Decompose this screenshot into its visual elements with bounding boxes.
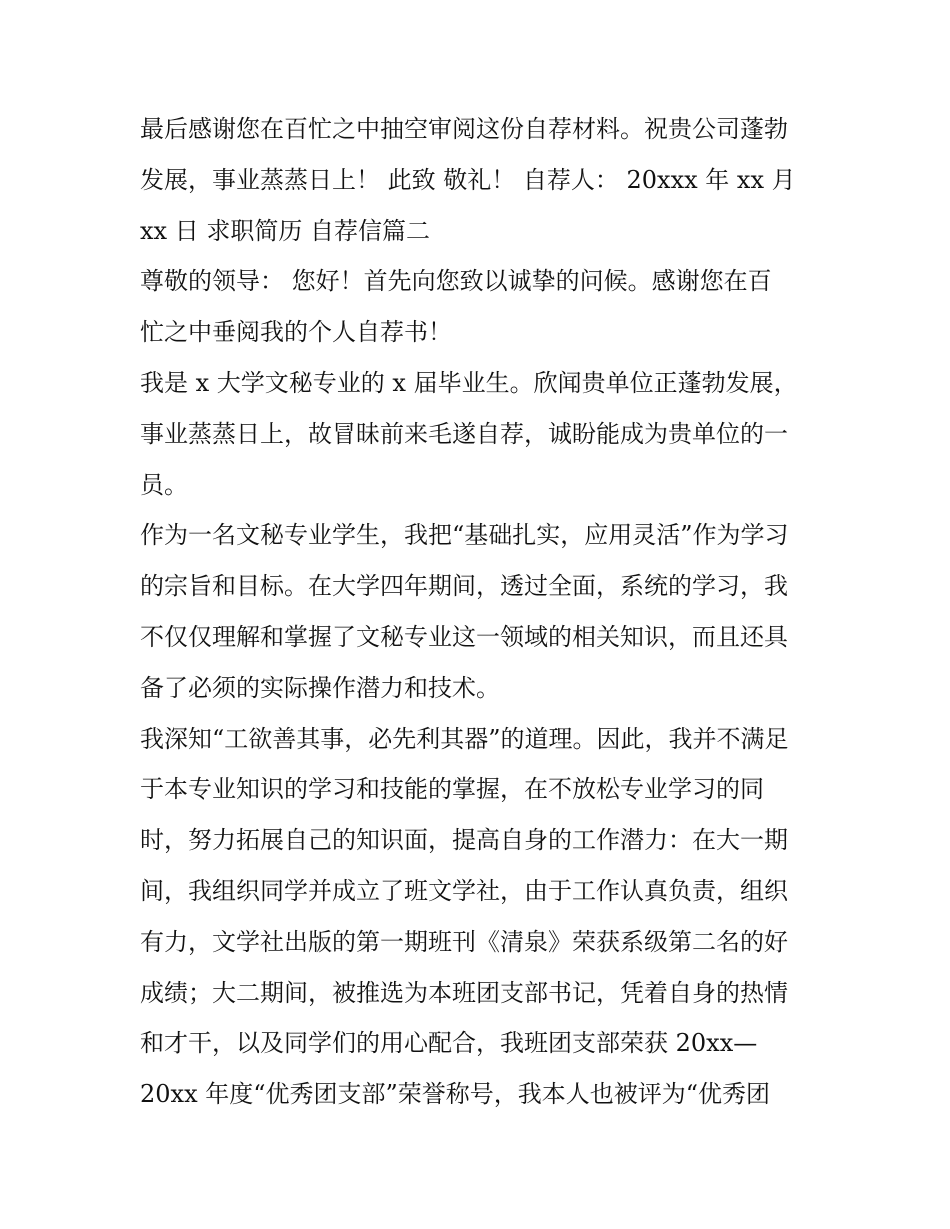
text-line: 作为一名文秘专业学生，我把“基础扎实，应用灵活”作为学习: [140, 521, 789, 550]
text-line: 事业蒸蒸日上，故冒昧前来毛遂自荐，诚盼能成为贵单位的一: [140, 419, 788, 448]
text-line: 成绩；大二期间，被推选为本班团支部书记，凭着自身的热情: [140, 978, 788, 1007]
text-line: 尊敬的领导： 您好！首先向您致以诚挚的问候。感谢您在百: [140, 267, 772, 296]
text-line: 不仅仅理解和掌握了文秘专业这一领域的相关知识，而且还具: [140, 622, 788, 651]
text-line: 于本专业知识的学习和技能的掌握，在不放松专业学习的同: [140, 775, 764, 804]
text-line: 备了必须的实际操作潜力和技术。: [140, 673, 500, 702]
text-line: 员。: [140, 470, 188, 499]
text-line: 和才干，以及同学们的用心配合，我班团支部荣获 20xx—: [140, 1029, 758, 1058]
text-line: 20xx 年度“优秀团支部”荣誉称号，我本人也被评为“优秀团: [140, 1080, 771, 1109]
text-line: 发展，事业蒸蒸日上！ 此致 敬礼！ 自荐人： 20xxx 年 xx 月: [140, 165, 796, 194]
text-line: 忙之中垂阅我的个人自荐书！: [140, 318, 452, 347]
text-line: 时，努力拓展自己的知识面，提高自身的工作潜力：在大一期: [140, 826, 788, 855]
text-line: 我是 x 大学文秘专业的 x 届毕业生。欣闻贵单位正蓬勃发展，: [140, 368, 798, 397]
document-body: [140, 104, 820, 1120]
text-line: 的宗旨和目标。在大学四年期间，透过全面，系统的学习，我: [140, 572, 788, 601]
text-line: 有力，文学社出版的第一期班刊《清泉》荣获系级第二名的好: [140, 927, 788, 956]
text-line: 最后感谢您在百忙之中抽空审阅这份自荐材料。祝贵公司蓬勃: [140, 115, 788, 143]
text-line: xx 日 求职简历 自荐信篇二: [140, 216, 430, 245]
text-line: 我深知“工欲善其事，必先利其器”的道理。因此，我并不满足: [140, 724, 789, 753]
text-line: 间，我组织同学并成立了班文学社，由于工作认真负责，组织: [140, 876, 788, 905]
